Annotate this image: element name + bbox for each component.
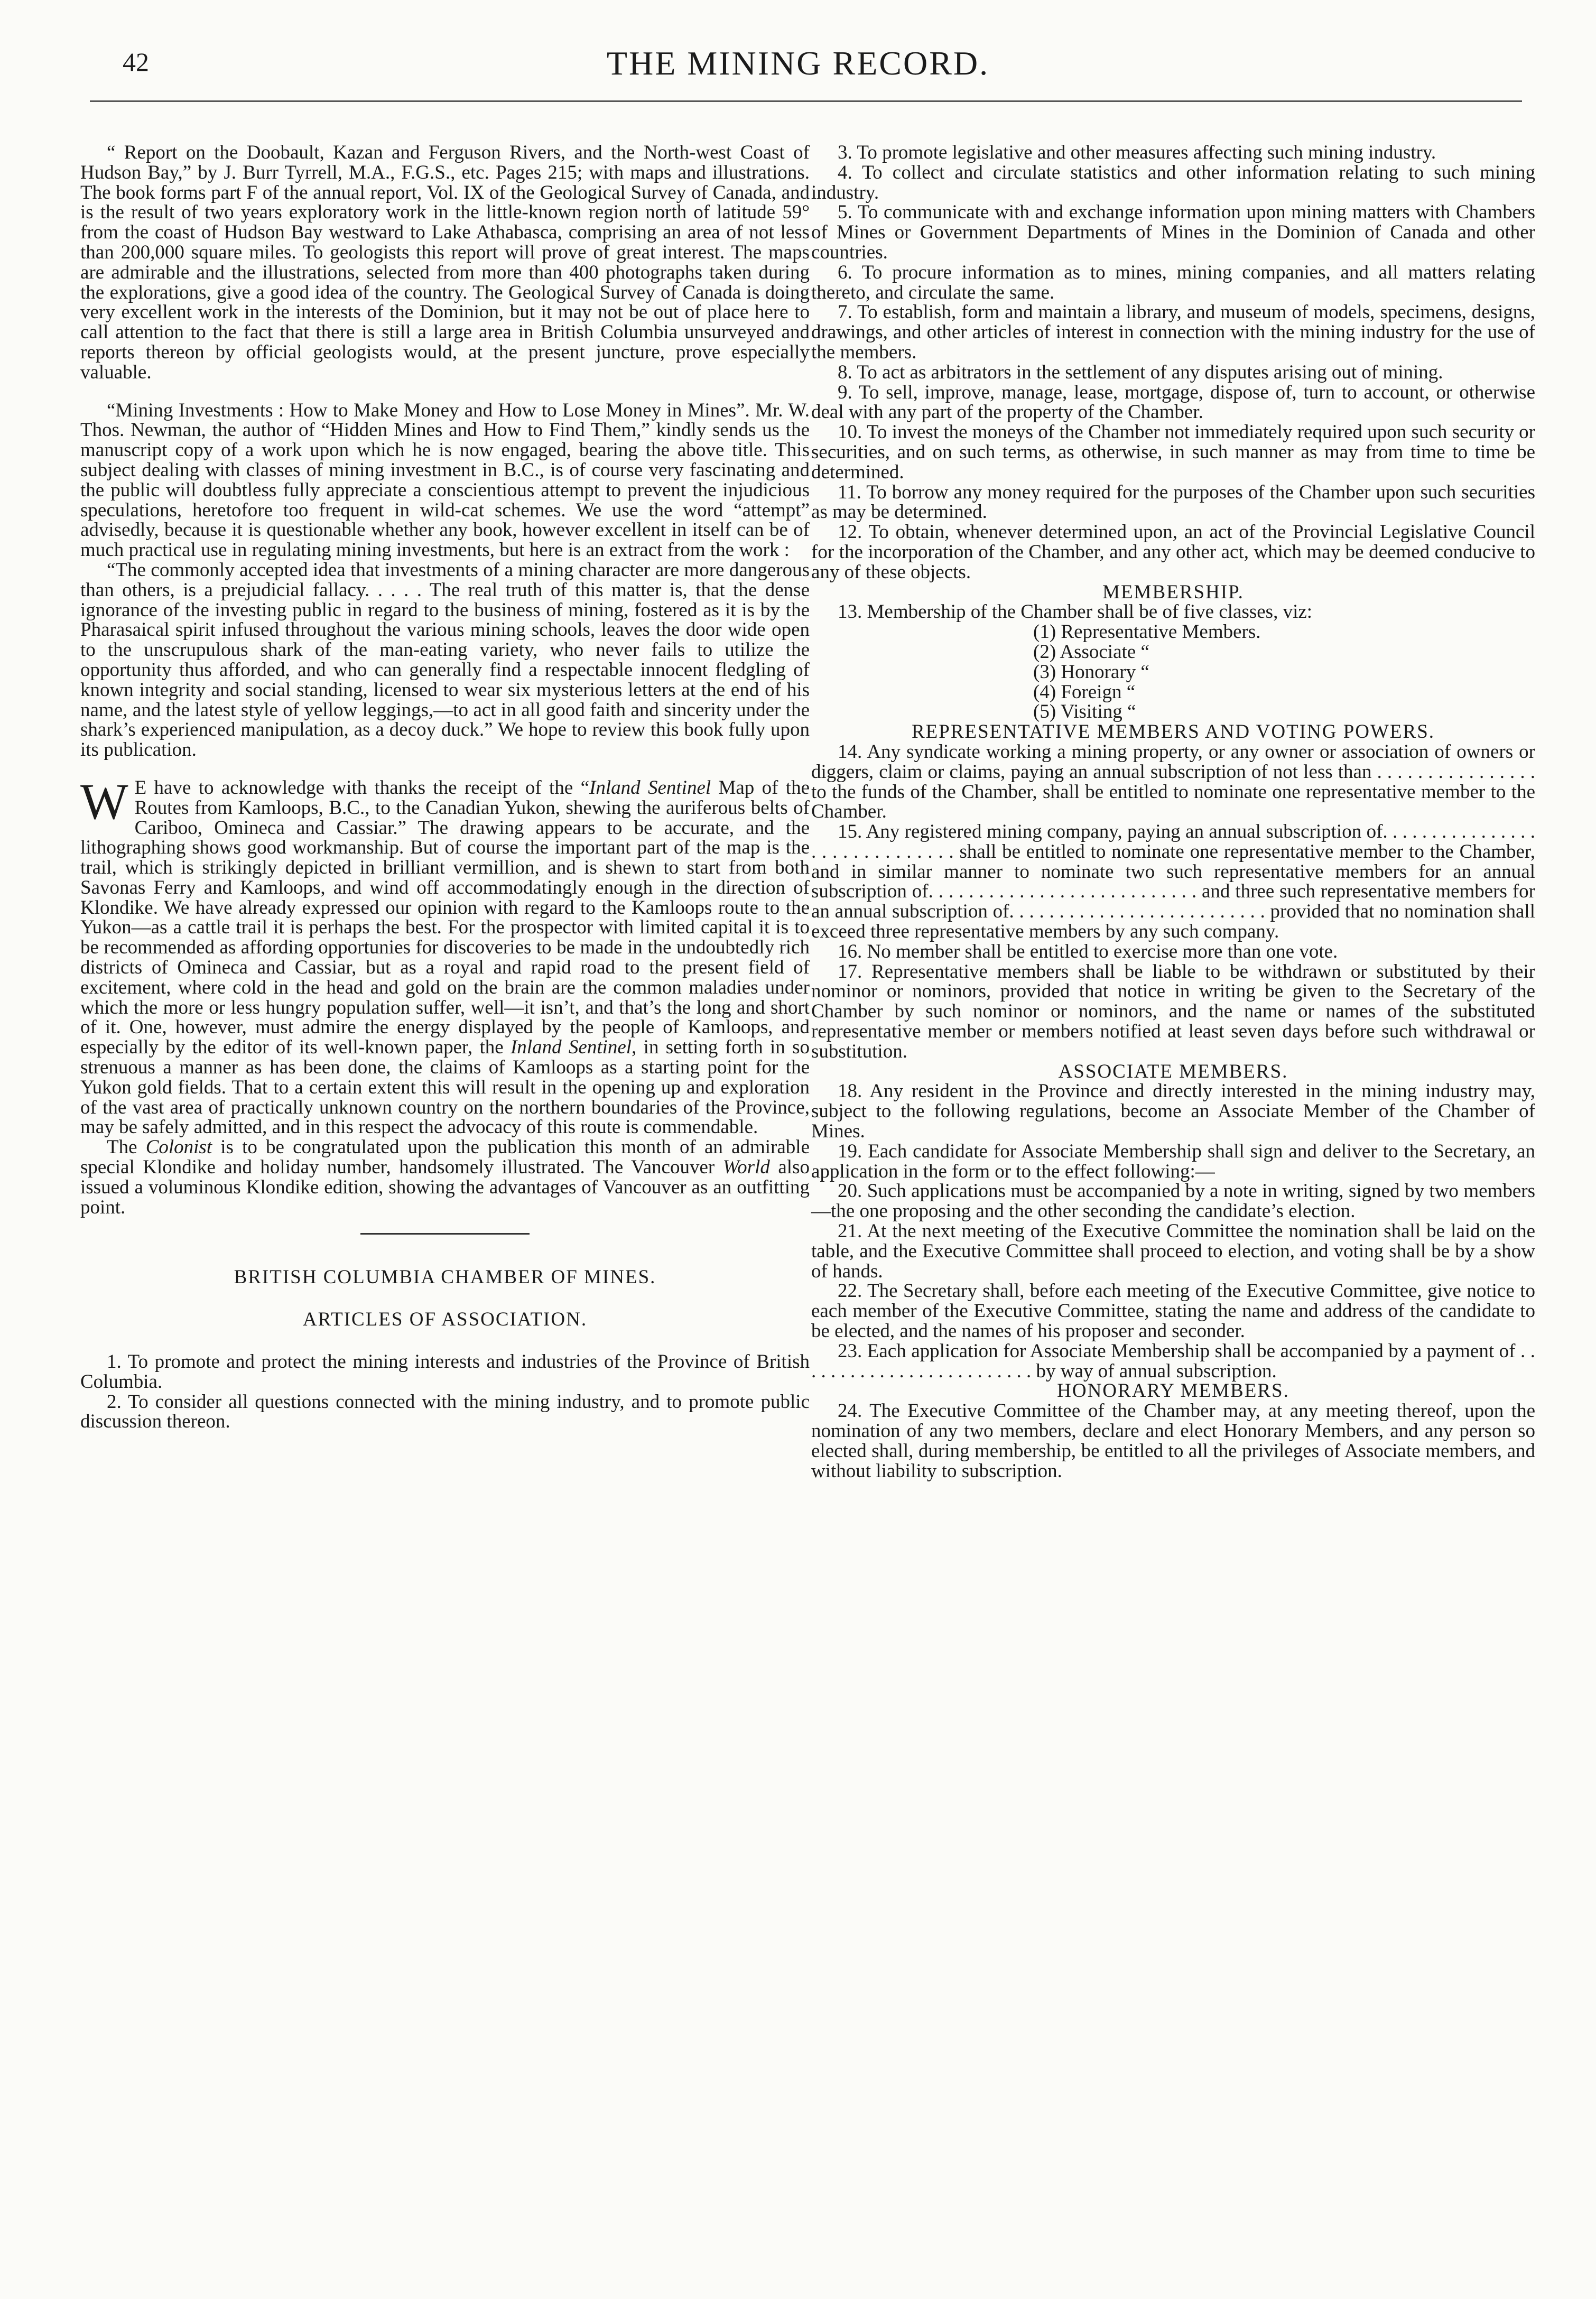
membership-class: (4) Foreign “ [1033, 681, 1136, 703]
article-13: 13. Membership of the Chamber shall be of five classes, viz: [838, 601, 1313, 623]
article-1: 1. To promote and protect the mining interests and industries of the Province of British Columbia. [80, 1351, 810, 1393]
tyrrell-report-review: “ Report on the Doobault, Kazan and Ferguson Rivers, and the North-west Coast of Hudson Bay,” by J. Burr Tyrrell, M.A., F.G.S., etc. Pages 215; with maps and illustrations. The book forms part F of the annual report, Vol. IX of the Geological Survey of Canada, and is the result of two years exploratory work in the little-known region north of latitude 59° from the coast of Hudson Bay westward to Lake Athabasca, comprising an area of not less than 200,000 square miles. To geologists this report will prove of great interest. The maps are admirable and the illustrations, selected from more than 400 photographs taken during the explorations, give a good idea of the country. The Geological Survey of Canada is doing very excellent work in the interests of the Dominion, but it may not be out of place here to call attention to the fact that there is still a large area in British Columbia unsurveyed and reports thereon by official geologists would, at the present juncture, prove especially valuable. [80, 142, 810, 383]
header-rule [90, 100, 1522, 102]
honorary-members-heading: HONORARY MEMBERS. [1057, 1380, 1289, 1402]
articles-title: ARTICLES OF ASSOCIATION. [302, 1309, 588, 1331]
article-6: 6. To procure information as to mines, mining companies, and all matters relating thereto, and circulate the same. [811, 261, 1535, 303]
article-11: 11. To borrow any money required for the purposes of the Chamber upon such securities as may be determined. [811, 481, 1535, 523]
article-4: 4. To collect and circulate statistics and other information relating to such mining industry. [811, 161, 1535, 203]
membership-class: (2) Associate “ [1033, 641, 1149, 663]
article-20: 20. Such applications must be accompanied by a note in writing, signed by two members—the one proposing and the other seconding the candidate’s election. [811, 1180, 1535, 1222]
article-16: 16. No member shall be entitled to exercise more than one vote. [838, 940, 1338, 962]
article-19: 19. Each candidate for Associate Membership shall sign and deliver to the Secretary, an application in the form or to the effect following:— [811, 1140, 1535, 1182]
article-24: 24. The Executive Committee of the Chamber may, at any meeting thereof, upon the nomination of any two members, declare and elect Honorary Members, and any person so elected shall, during membership, be entitled to all the privileges of Associate members, and without liability to subscription. [811, 1400, 1535, 1482]
mining-investments-review: “Mining Investments : How to Make Money and How to Lose Money in Mines”. Mr. W. Thos. Newman, the author of “Hidden Mines and How to Find Them,” kindly sends us the manuscript copy of a work upon which he is now engaged, bearing the above title. This subject dealing with classes of mining investment in B.C., is of course very fascinating and the public will doubtless fully appreciate a conscientious attempt to prevent the injudicious speculations, heretofore too frequent in wild-cat schemes. We use the word “attempt” advisedly, because it is questionable whether any book, however excellent in itself can be of much practical use in regulating mining investments, but here is an extract from the work : [80, 399, 810, 561]
article-12: 12. To obtain, whenever determined upon, an act of the Provincial Legislative Council for the incorporation of the Chamber, and any other act, which may be deemed conducive to any of these objects. [811, 521, 1535, 583]
article-9: 9. To sell, improve, manage, lease, mortgage, dispose of, turn to account, or otherwise deal with any part of the property of the Chamber. [811, 381, 1535, 423]
page-number: 42 [123, 47, 149, 77]
running-head: THE MINING RECORD. [606, 44, 990, 82]
right-column [811, 143, 1535, 1481]
article-2: 2. To consider all questions connected with the mining industry, and to promote public discussion thereon. [80, 1390, 810, 1433]
membership-class: (3) Honorary “ [1033, 661, 1149, 683]
article-10: 10. To invest the moneys of the Chamber not immediately required upon such security or securities, and on such terms, as otherwise, in such manner as may from time to time be determined. [811, 421, 1535, 483]
article-21: 21. At the next meeting of the Executive Committee the nomination shall be laid on the table, and the Executive Committee shall proceed to election, and voting shall be by a show of hands. [811, 1220, 1535, 1282]
membership-class: (5) Visiting “ [1033, 701, 1136, 723]
article-23: 23. Each application for Associate Membership shall be accompanied by a payment of . . . . . . . . . . . . . . . . . . . . . . . . . by way of annual subscription. [811, 1340, 1535, 1382]
article-18: 18. Any resident in the Province and directly interested in the mining industry may, subject to the following regulations, become an Associate Member of the Chamber of Mines. [811, 1080, 1535, 1143]
drop-cap: W [80, 773, 128, 830]
membership-class: (1) Representative Members. [1033, 621, 1261, 643]
representative-members-heading: REPRESENTATIVE MEMBERS AND VOTING POWERS. [911, 721, 1435, 743]
colonist-notice: The Colonist is to be congratulated upon the publication this month of an admirable special Klondike and holiday number, handsomely illustrated. The Vancouver World also issued a voluminous Klondike edition, showing the advantages of Vancouver as an outfitting point. [80, 1136, 810, 1218]
membership-classes [1033, 622, 1535, 722]
article-5: 5. To communicate with and exchange information upon mining matters with Chambers of Mines or Government Departments of Mines in the Dominion of Canada and other countries. [811, 201, 1535, 263]
section-divider [360, 1233, 530, 1235]
article-17: 17. Representative members shall be liable to be withdrawn or substituted by their nominor or nominors, provided that notice in writing be given to the Secretary of the Chamber by such nominor or nominors, and the name or names of the substituted representative member or members notified at least seven days before such withdrawal or substitution. [811, 960, 1535, 1062]
article-22: 22. The Secretary shall, before each meeting of the Executive Committee, give notice to each member of the Executive Committee, stating the name and address of the candidate to be elected, and the names of his proposer and seconder. [811, 1280, 1535, 1342]
inland-sentinel-map-notice: W E have to acknowledge with thanks the receipt of the “Inland Sentinel Map of the Routes from Kamloops, B.C., to the Canadian Yukon, shewing the auriferous belts of Cariboo, Omineca and Cassiar.” The drawing appears to be accurate, and the lithographing shows good workmanship. But of course the important part of the map is the trail, which is strikingly depicted in brilliant vermillion, and is shewn to start from both Savonas Ferry and Kamloops, and wind off accommodatingly enough in the direction of Klondike. We have already expressed our opinion with regard to the Kamloops route to the Yukon—as a cattle trail it is perhaps the best. For the prospector with limited capital it is to be recommended as affording opportunies for discoveries to be made in the undoubtedly rich districts of Omineca and Cassiar, but as a royal and rapid road to the present field of excitement, where cold in the head and gold on the brain are the common maladies under which the more or less hungry population suffer, well—it isn’t, and that’s the long and short of it. One, however, must admire the energy displayed by the people of Kamloops, and especially by the editor of its well-known paper, the Inland Sentinel, in setting forth in so strenuous a manner as has been done, the claims of Kamloops as a starting point for the Yukon gold fields. That to a certain extent this will result in the opening up and exploration of the vast area of practically unknown country on the northern boundaries of the Province, may be safely admitted, and in this respect the advocacy of this route is commendable. [80, 773, 810, 1138]
mining-investments-extract: “The commonly accepted idea that investments of a mining character are more dangerous than others, is a prejudicial fallacy. . . . . The real truth of this matter is, that the dense ignorance of the investing public in regard to the business of mining, fostered as it is by the Pharasaical spirit infused throughout the various mining schools, leaves the door wide open to the unscrupulous shark of the man-eating variety, who never fails to utilize the opportunity thus afforded, and who can generally find a respectable innocent fledgling of known integrity and social standing, licensed to wear six mysterious letters at the end of his name, and the latest style of yellow leggings,—to act in all good faith and sincerity under the shark’s experienced manipulation, as a decoy duck.” We hope to review this book fully upon its publication. [80, 559, 810, 761]
article-14: 14. Any syndicate working a mining property, or any owner or association of owners or diggers, claim or claims, paying an annual subscription of not less than . . . . . . . . . . . . . . . . to the funds of the Chamber, shall be entitled to nominate one representative member to the Chamber. [811, 740, 1535, 823]
article-8: 8. To act as arbitrators in the settlement of any disputes arising out of mining. [838, 361, 1443, 383]
chamber-title: BRITISH COLUMBIA CHAMBER OF MINES. [234, 1266, 656, 1288]
left-column [80, 143, 810, 1432]
article-15: 15. Any registered mining company, paying an annual subscription of. . . . . . . . . . . . . . . . . . . . . . . . . . . . . . shall be entitled to nominate one representative member to the Chamber, and in similar manner to nominate two such representative members for an annual subscription of. . . . . . . . . . . . . . . . . . . . . . . . . . . and three such representative members for an annual subscription of. . . . . . . . . . . . . . . . . . . . . . . . . . provided that no nomination shall exceed three representative members by any such company. [811, 821, 1535, 943]
article-7: 7. To establish, form and maintain a library, and museum of models, specimens, designs, drawings, and other articles of interest in connection with the mining industry for the use of the members. [811, 301, 1535, 363]
associate-members-heading: ASSOCIATE MEMBERS. [1058, 1060, 1288, 1082]
article-3: 3. To promote legislative and other measures affecting such mining industry. [838, 142, 1436, 163]
membership-heading: MEMBERSHIP. [1102, 581, 1244, 603]
